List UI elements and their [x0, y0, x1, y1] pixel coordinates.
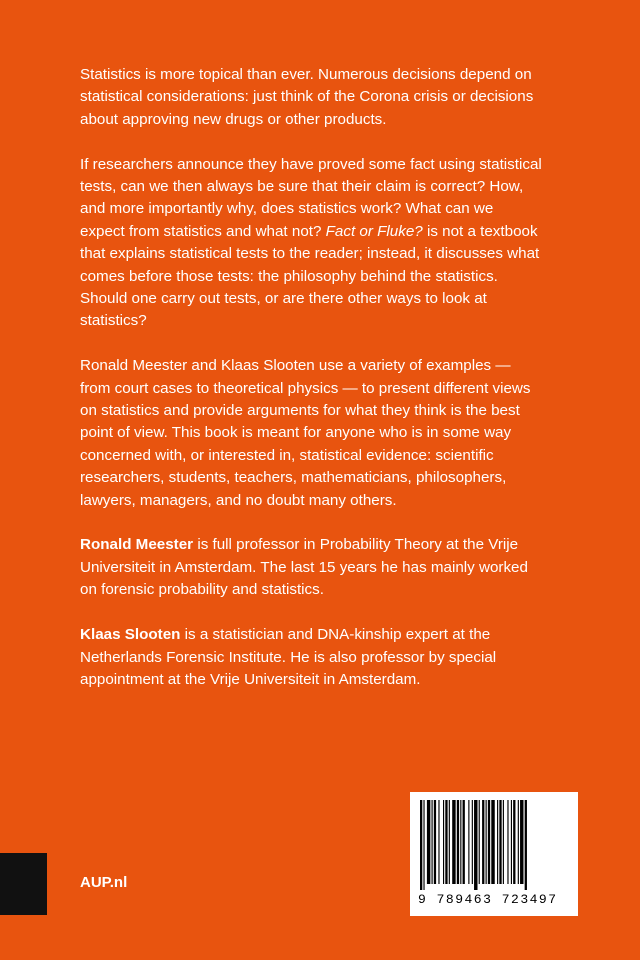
- barcode-bar: [449, 800, 450, 884]
- intro-paragraph: Statistics is more topical than ever. Numerous decisions depend on statistical considerations: just think of the Corona crisis or decisions about approving new drugs or other products.: [80, 66, 534, 128]
- barcode: [410, 792, 578, 916]
- barcode-bar: [472, 800, 473, 884]
- barcode-bar: [525, 800, 527, 890]
- barcode-bar: [434, 800, 436, 884]
- back-cover-text: [80, 64, 542, 714]
- barcode-bar: [491, 800, 494, 884]
- barcode-bar: [499, 800, 501, 884]
- book-title-inline: Fact or Fluke?: [325, 222, 423, 240]
- question-text-a: If researchers announce they have proved some fact using statistical tests, can we then always be sure that their claim is correct? How, and more importantly why, does statistics work? What can we expect from statistics and what not?: [80, 155, 542, 240]
- barcode-bar: [445, 800, 447, 884]
- publisher-url[interactable]: AUP.nl: [80, 874, 128, 891]
- barcode-bar: [452, 800, 455, 884]
- barcode-bars: [418, 800, 570, 890]
- author1-bio: is full professor in Probability Theory at the Vrije Universiteit in Amsterdam. The last 15 years he has mainly worked on forensic probability and statistics.: [80, 536, 528, 599]
- barcode-bar: [520, 800, 523, 884]
- barcode-bar: [488, 800, 490, 884]
- barcode-bar: [443, 800, 444, 884]
- barcode-bar: [474, 800, 477, 890]
- isbn-number: 9 789463 723497: [418, 892, 558, 907]
- audience-paragraph: Ronald Meester and Klaas Slooten use a variety of examples — from court cases to theoretical physics — to present different views on statistics and provide arguments for what they think is the best point of view. This book is meant for anyone who is in some way concerned with, or interested in, statistical evidence: scientific researchers, students, teachers, mathematicians, philosophers, lawyers, managers, and no doubt many others.: [80, 357, 531, 509]
- barcode-bar: [507, 800, 508, 884]
- author1-name: Ronald Meester: [80, 536, 194, 554]
- barcode-bar: [432, 800, 433, 884]
- barcode-bar: [463, 800, 465, 884]
- barcode-bar: [460, 800, 461, 884]
- barcode-bar: [427, 800, 430, 884]
- spine-tab-mark: [0, 853, 47, 915]
- barcode-bar: [468, 800, 469, 884]
- author2-paragraph: [80, 624, 542, 691]
- author1-paragraph: [80, 534, 542, 601]
- barcode-bar: [457, 800, 459, 884]
- barcode-bar: [518, 800, 519, 884]
- barcode-bar: [486, 800, 487, 884]
- barcode-bar: [497, 800, 498, 884]
- question-paragraph: [80, 154, 542, 333]
- barcode-bar: [511, 800, 512, 884]
- barcode-bar: [479, 800, 480, 884]
- barcode-bar: [513, 800, 515, 884]
- barcode-bar: [438, 800, 439, 884]
- barcode-bar: [420, 800, 422, 890]
- barcode-bar: [482, 800, 484, 884]
- question-text-b: is not a textbook that explains statistical tests to the reader; instead, it discusses what comes before those tests: the philosophy behind the statistics. Should one carry out tests, or are there other ways to look at statistics?: [80, 222, 540, 330]
- author2-bio: is a statistician and DNA-kinship expert at the Netherlands Forensic Institute. He is also professor by special appointment at the Vrije Universiteit in Amsterdam.: [80, 626, 497, 688]
- barcode-bar: [423, 800, 424, 890]
- barcode-bar: [503, 800, 504, 884]
- author2-name: Klaas Slooten: [80, 626, 181, 644]
